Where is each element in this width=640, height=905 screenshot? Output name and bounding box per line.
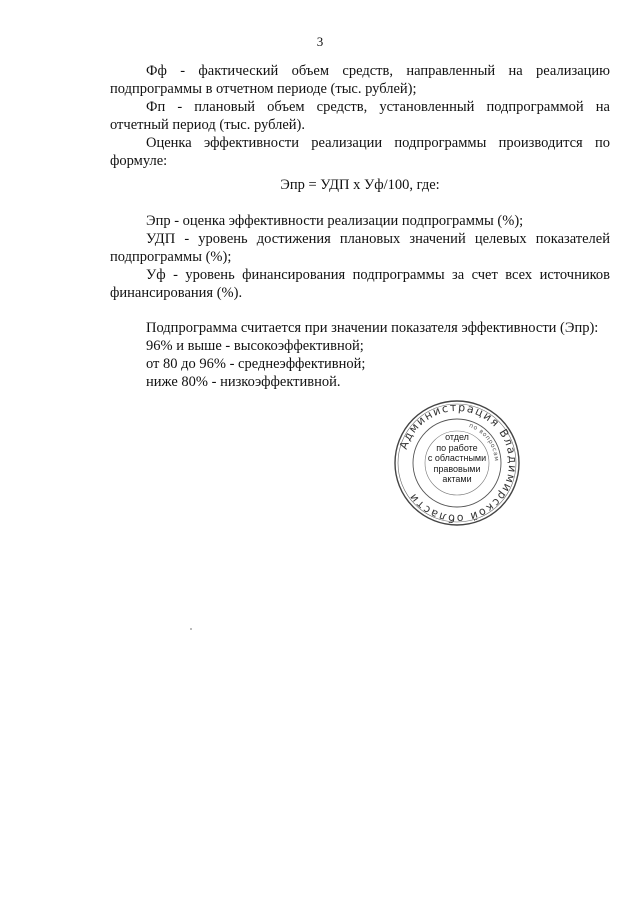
definition-udp: УДП - уровень достижения плановых значений целевых показателей подпрограммы (%);: [110, 231, 610, 265]
stamp-line: правовыми: [433, 463, 481, 474]
paragraph-evaluation: Оценка эффективности реализации подпрограммы производится по формуле:: [110, 135, 610, 169]
stamp-center-text: [392, 432, 522, 485]
stamp-line: по работе: [436, 442, 478, 453]
paragraph-ff: Фф - фактический объем средств, направленный на реализацию подпрограммы в отчетном периоде (тыс. рублей);: [110, 63, 610, 97]
criteria-medium: от 80 до 96% - среднеэффективной;: [146, 356, 366, 372]
scan-speck: [190, 628, 192, 630]
definition-epr: Эпр - оценка эффективности реализации подпрограммы (%);: [146, 213, 524, 229]
stamp-line: актами: [442, 474, 472, 484]
stamp-line: с областными: [427, 453, 487, 463]
stamp-line: отдел: [445, 432, 469, 442]
stamp-inner-text: по вопросам: [468, 422, 501, 462]
criteria-high: 96% и выше - высокоэффективной;: [146, 338, 364, 354]
formula: Эпр = УДП х Уф/100, где:: [280, 177, 440, 193]
official-stamp: [392, 398, 522, 528]
criteria-intro: Подпрограмма считается при значении показателя эффективности (Эпр):: [146, 320, 599, 336]
stamp-outer-text: Администрация Владимирской области: [397, 400, 520, 526]
definition-uf: Уф - уровень финансирования подпрограммы за счет всех источников финансирования (%).: [110, 267, 610, 301]
document-body: [110, 62, 610, 391]
page-number: 3: [316, 34, 324, 49]
criteria-low: ниже 80% - низкоэффективной.: [146, 374, 341, 390]
paragraph-fp: Фп - плановый объем средств, установленный подпрограммой на отчетный период (тыс. рублей).: [110, 99, 610, 133]
